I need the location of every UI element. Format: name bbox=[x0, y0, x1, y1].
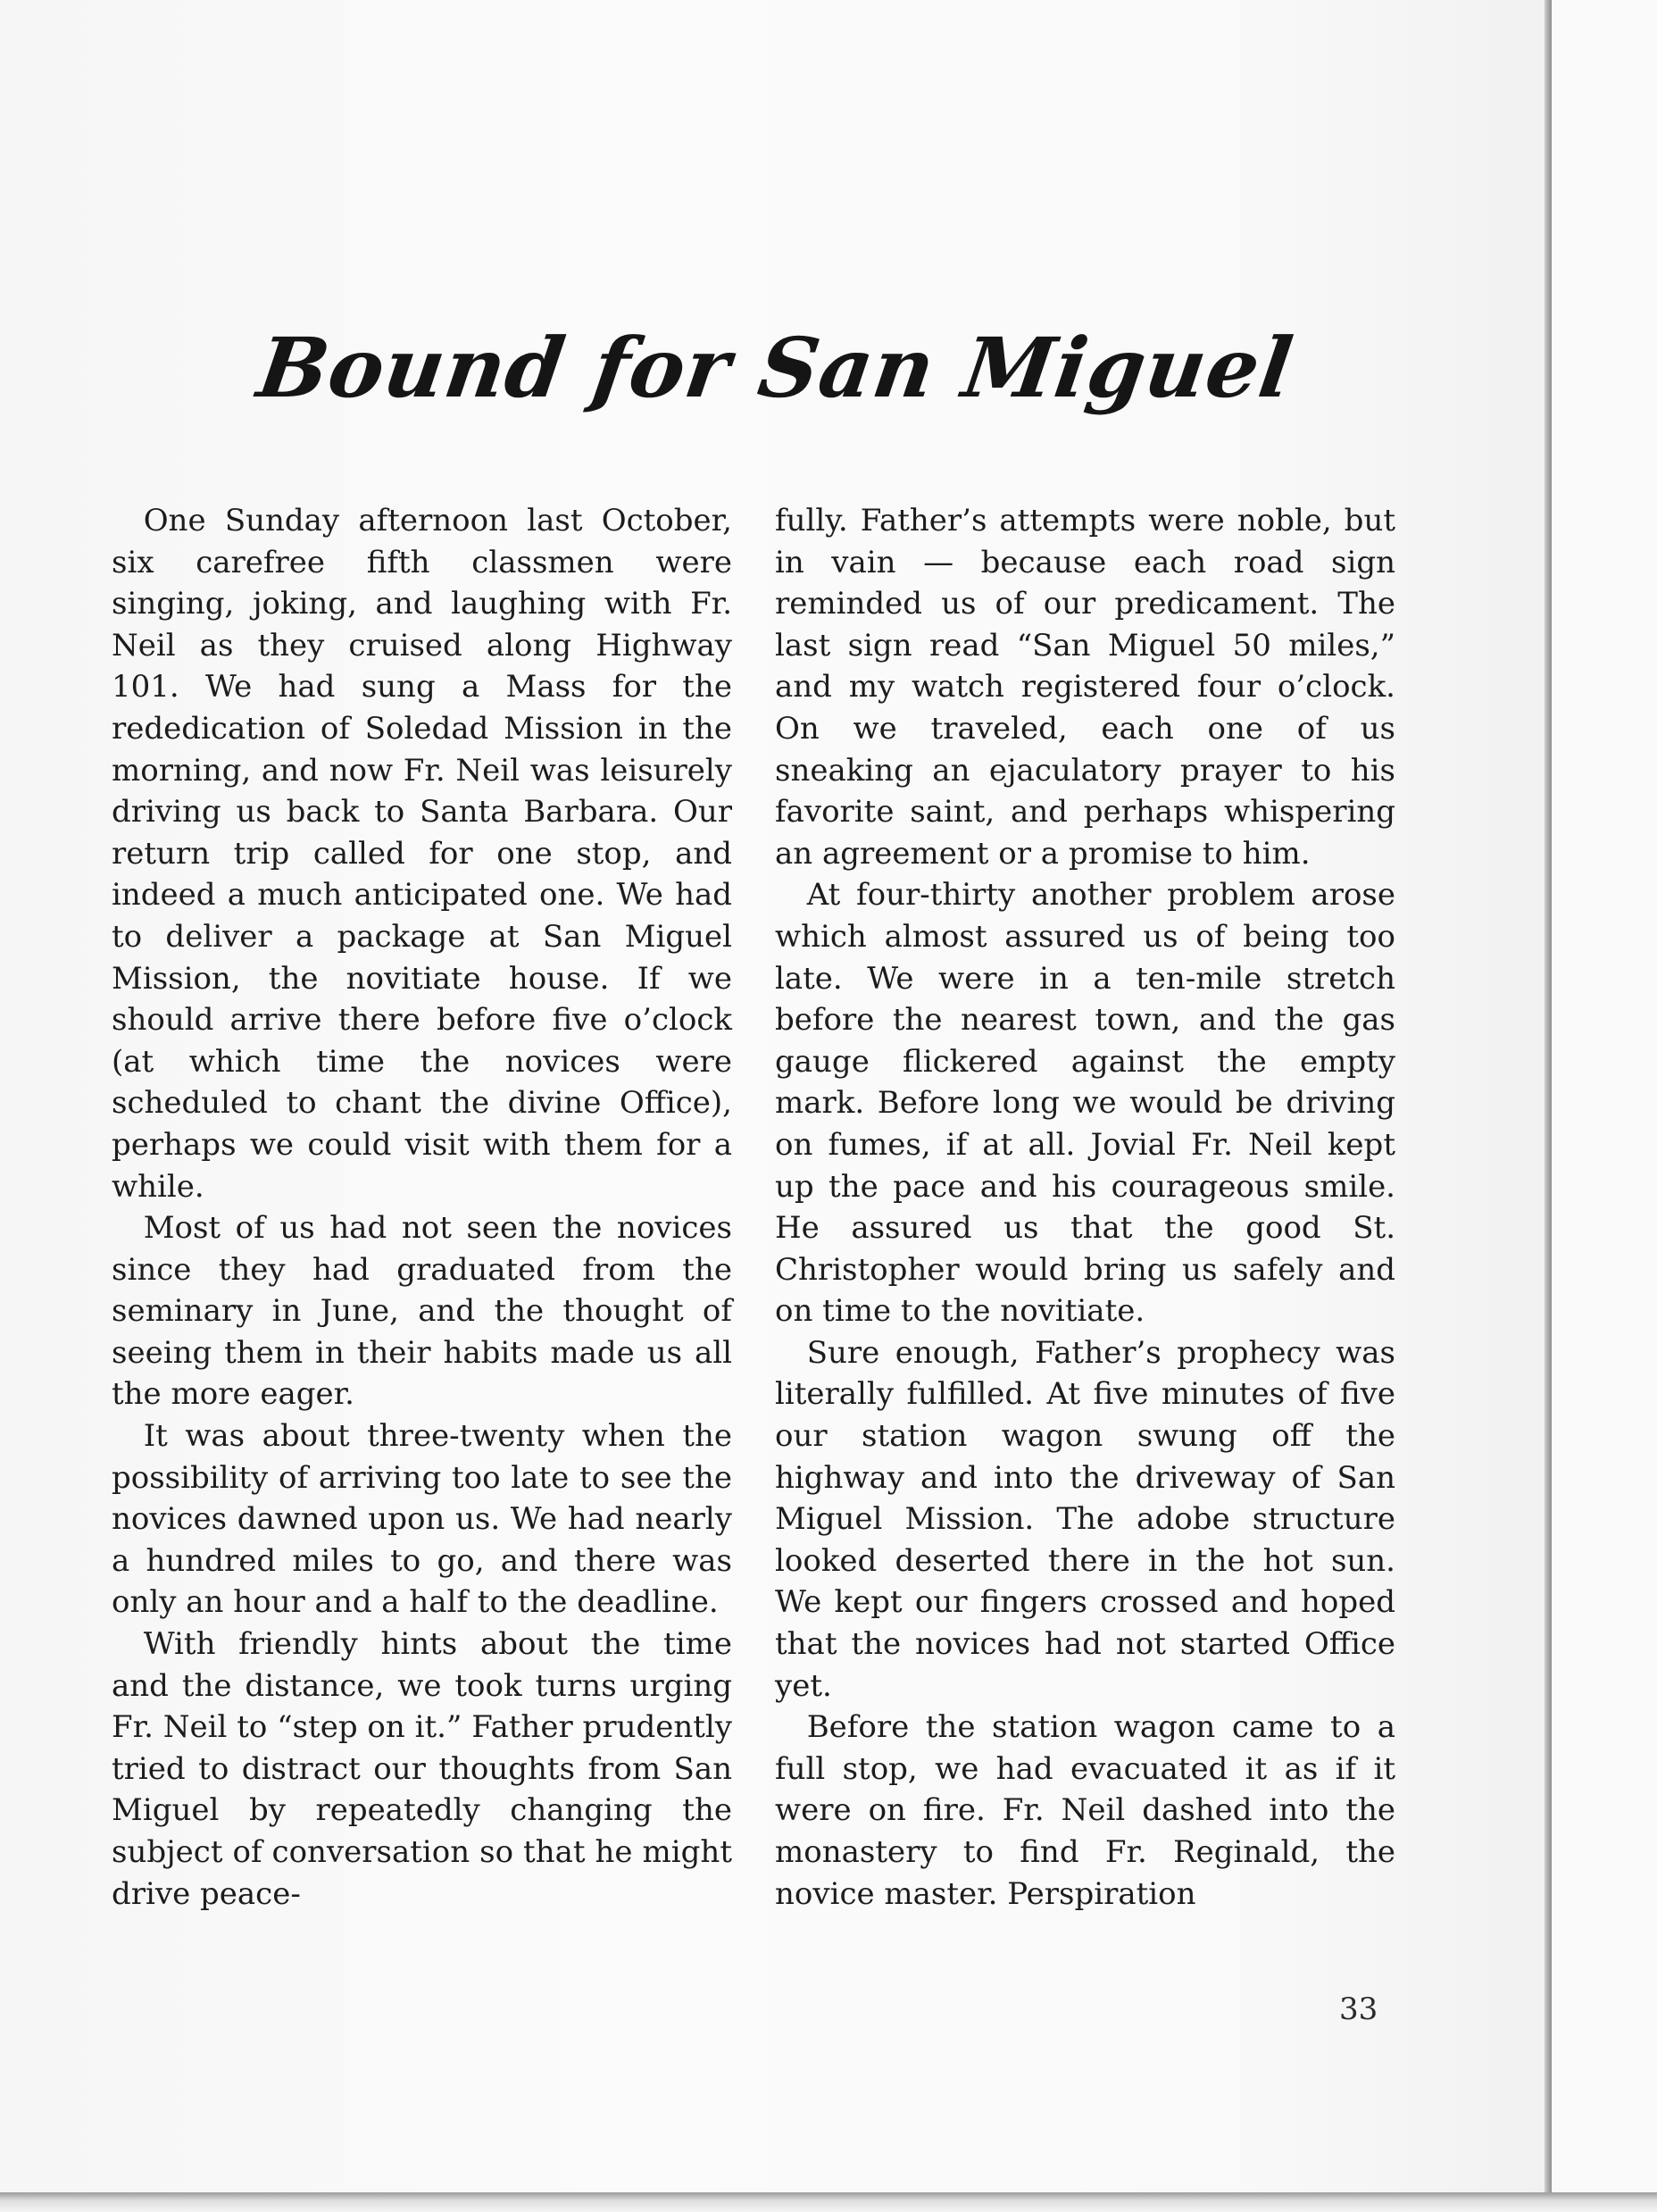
page-number: 33 bbox=[1339, 1991, 1378, 2027]
page-bottom-edge bbox=[0, 2192, 1657, 2212]
paragraph: At four-thirty another problem arose which almost assured us of being too late. We were in a ten-mile stretch before the nearest town, and the gas gauge flickered against the empty mark. Before long we would be driving on fumes, if at all. Jovial Fr. Neil kept up the pace and his courageous smile. He assured us that the good St. Christopher would bring us safely and on time to the novitiate. bbox=[775, 877, 1395, 1330]
paragraph: With friendly hints about the time and the distance, we took turns urging Fr. Neil to “step on it.” Father prudently tried to distract our thoughts from San Miguel by repeatedly changing the subject of conversation so that he might drive peace- bbox=[112, 1626, 732, 1912]
paragraph: It was about three-twenty when the possibility of arriving too late to see the novices dawned upon us. We had nearly a hundred miles to go, and there was only an hour and a half to the deadline. bbox=[112, 1418, 732, 1621]
paragraph: Most of us had not seen the novices since they had graduated from the seminary in June, and the thought of seeing them in their habits made us all the more eager. bbox=[112, 1210, 732, 1413]
article-title: Bound for San Miguel bbox=[252, 319, 1299, 416]
paragraph: Sure enough, Father’s prophecy was literally fulfilled. At five minutes of five our station wagon swung off the highway and into the driveway of San Miguel Mission. The adobe structure looked deserted there in the hot sun. We kept our fingers crossed and hoped that the novices had not started Office yet. bbox=[775, 1334, 1395, 1704]
paragraph: fully. Father’s attempts were noble, but in vain — because each road sign reminded us of our predicament. The last sign read “San Miguel 50 miles,” and my watch registered four o’clock. On we traveled, each one of us sneaking an ejaculatory prayer to his favorite saint, and perhaps whispering an agreement or a promise to him. bbox=[775, 503, 1395, 872]
left-column bbox=[112, 500, 732, 1915]
page-edge bbox=[1545, 0, 1552, 2192]
right-column bbox=[775, 500, 1395, 1915]
paragraph: Before the station wagon came to a full stop, we had evacuated it as if it were on fire. Fr. Neil dashed into the monastery to find Fr. Reginald, the novice master. Perspiration bbox=[775, 1709, 1395, 1912]
paragraph: One Sunday afternoon last October, six carefree fifth classmen were singing, joking, and laughing with Fr. Neil as they cruised along Highway 101. We had sung a Mass for the rededication of Soledad Mission in the morning, and now Fr. Neil was leisurely driving us back to Santa Barbara. Our return trip called for one stop, and indeed a much anticipated one. We had to deliver a package at San Miguel Mission, the novitiate house. If we should arrive there before five o’clock (at which time the novices were scheduled to chant the divine Office), perhaps we could visit with them for a while. bbox=[112, 503, 732, 1205]
